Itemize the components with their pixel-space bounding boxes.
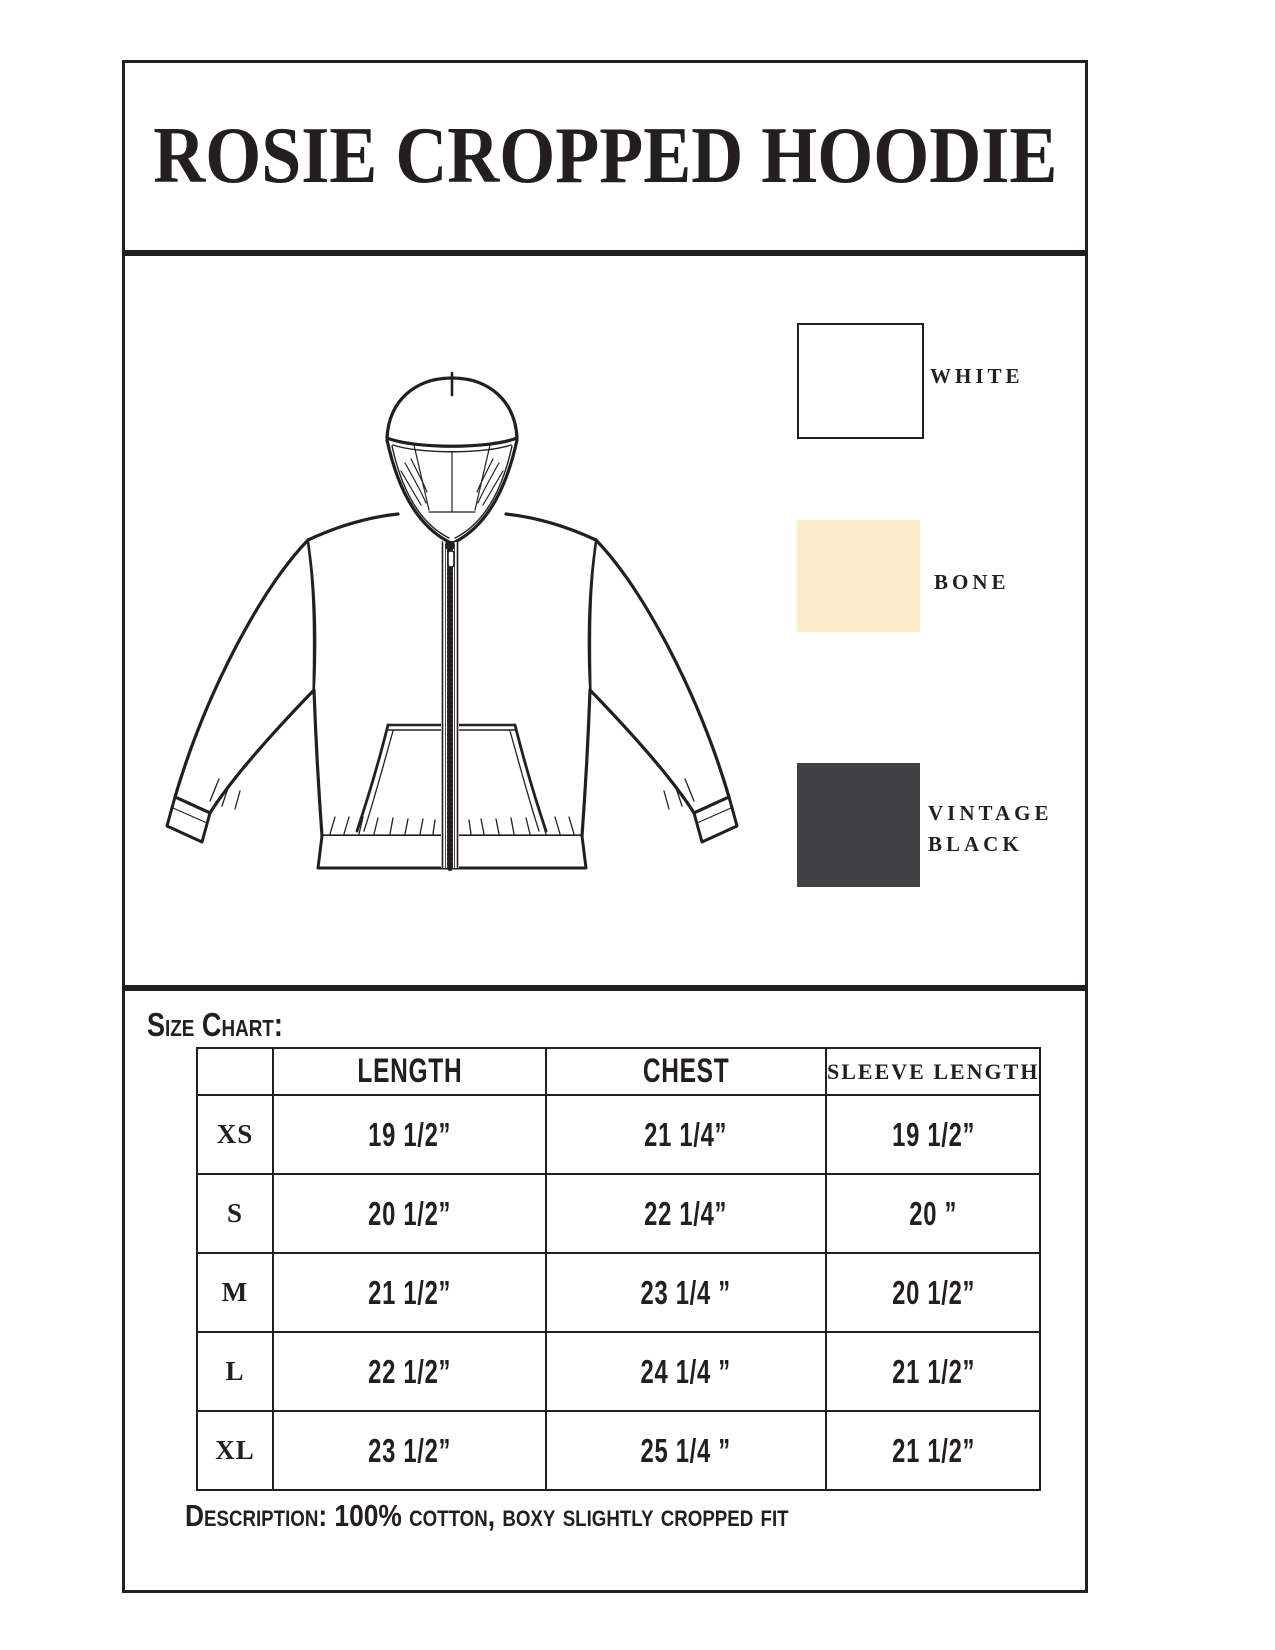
- swatch-white: [797, 323, 924, 439]
- size-label: XL: [197, 1411, 273, 1490]
- swatch-vintage-black-label-line1: VINTAGE: [928, 801, 1053, 825]
- swatch-white-label: WHITE: [930, 364, 1024, 388]
- chest-value: 21 1/4”: [546, 1095, 826, 1174]
- product-description-text: Description: 100% cotton, boxy slightly cropped fit: [185, 1498, 789, 1533]
- sleeve-value: 20 1/2”: [826, 1253, 1040, 1332]
- chest-value: 22 1/4”: [546, 1174, 826, 1253]
- length-value: 21 1/2”: [273, 1253, 546, 1332]
- header-size: [197, 1048, 273, 1095]
- table-row-xs: [197, 1095, 1040, 1174]
- header-sleeve-length: SLEEVE LENGTH: [826, 1048, 1040, 1095]
- table-row-xl: [197, 1411, 1040, 1490]
- chest-value: 24 1/4 ”: [546, 1332, 826, 1411]
- chest-value: 25 1/4 ”: [546, 1411, 826, 1490]
- sleeve-value: 21 1/2”: [826, 1411, 1040, 1490]
- length-value: 23 1/2”: [273, 1411, 546, 1490]
- table-row-m: [197, 1253, 1040, 1332]
- sleeve-value: 19 1/2”: [826, 1095, 1040, 1174]
- table-row-s: [197, 1174, 1040, 1253]
- title-section: [125, 63, 1085, 250]
- size-chart-heading-text: Size Chart:: [147, 1006, 283, 1043]
- swatch-bone-label: BONE: [934, 570, 1010, 594]
- length-value: 22 1/2”: [273, 1332, 546, 1411]
- swatch-vintage-black-label-line2: BLACK: [928, 832, 1023, 856]
- chest-value: 23 1/4 ”: [546, 1253, 826, 1332]
- size-label: M: [197, 1253, 273, 1332]
- sleeve-value: 20 ”: [826, 1174, 1040, 1253]
- header-chest: CHEST: [546, 1048, 826, 1095]
- header-length: LENGTH: [273, 1048, 546, 1095]
- swatch-vintage-black: [797, 763, 920, 887]
- length-value: 19 1/2”: [273, 1095, 546, 1174]
- size-label: L: [197, 1332, 273, 1411]
- size-chart-header-row: [197, 1048, 1040, 1095]
- section-divider-top: [125, 250, 1085, 256]
- size-label: XS: [197, 1095, 273, 1174]
- length-value: 20 1/2”: [273, 1174, 546, 1253]
- product-description: [185, 1498, 895, 1534]
- section-divider-bottom: [125, 985, 1085, 991]
- sleeve-value: 21 1/2”: [826, 1332, 1040, 1411]
- size-label: S: [197, 1174, 273, 1253]
- size-chart-heading: [147, 1006, 313, 1044]
- hoodie-technical-drawing: [165, 345, 740, 880]
- size-chart-table: [196, 1047, 1041, 1491]
- swatch-bone: [797, 520, 920, 632]
- page-title: ROSIE CROPPED HOODIE: [152, 112, 1058, 200]
- table-row-l: [197, 1332, 1040, 1411]
